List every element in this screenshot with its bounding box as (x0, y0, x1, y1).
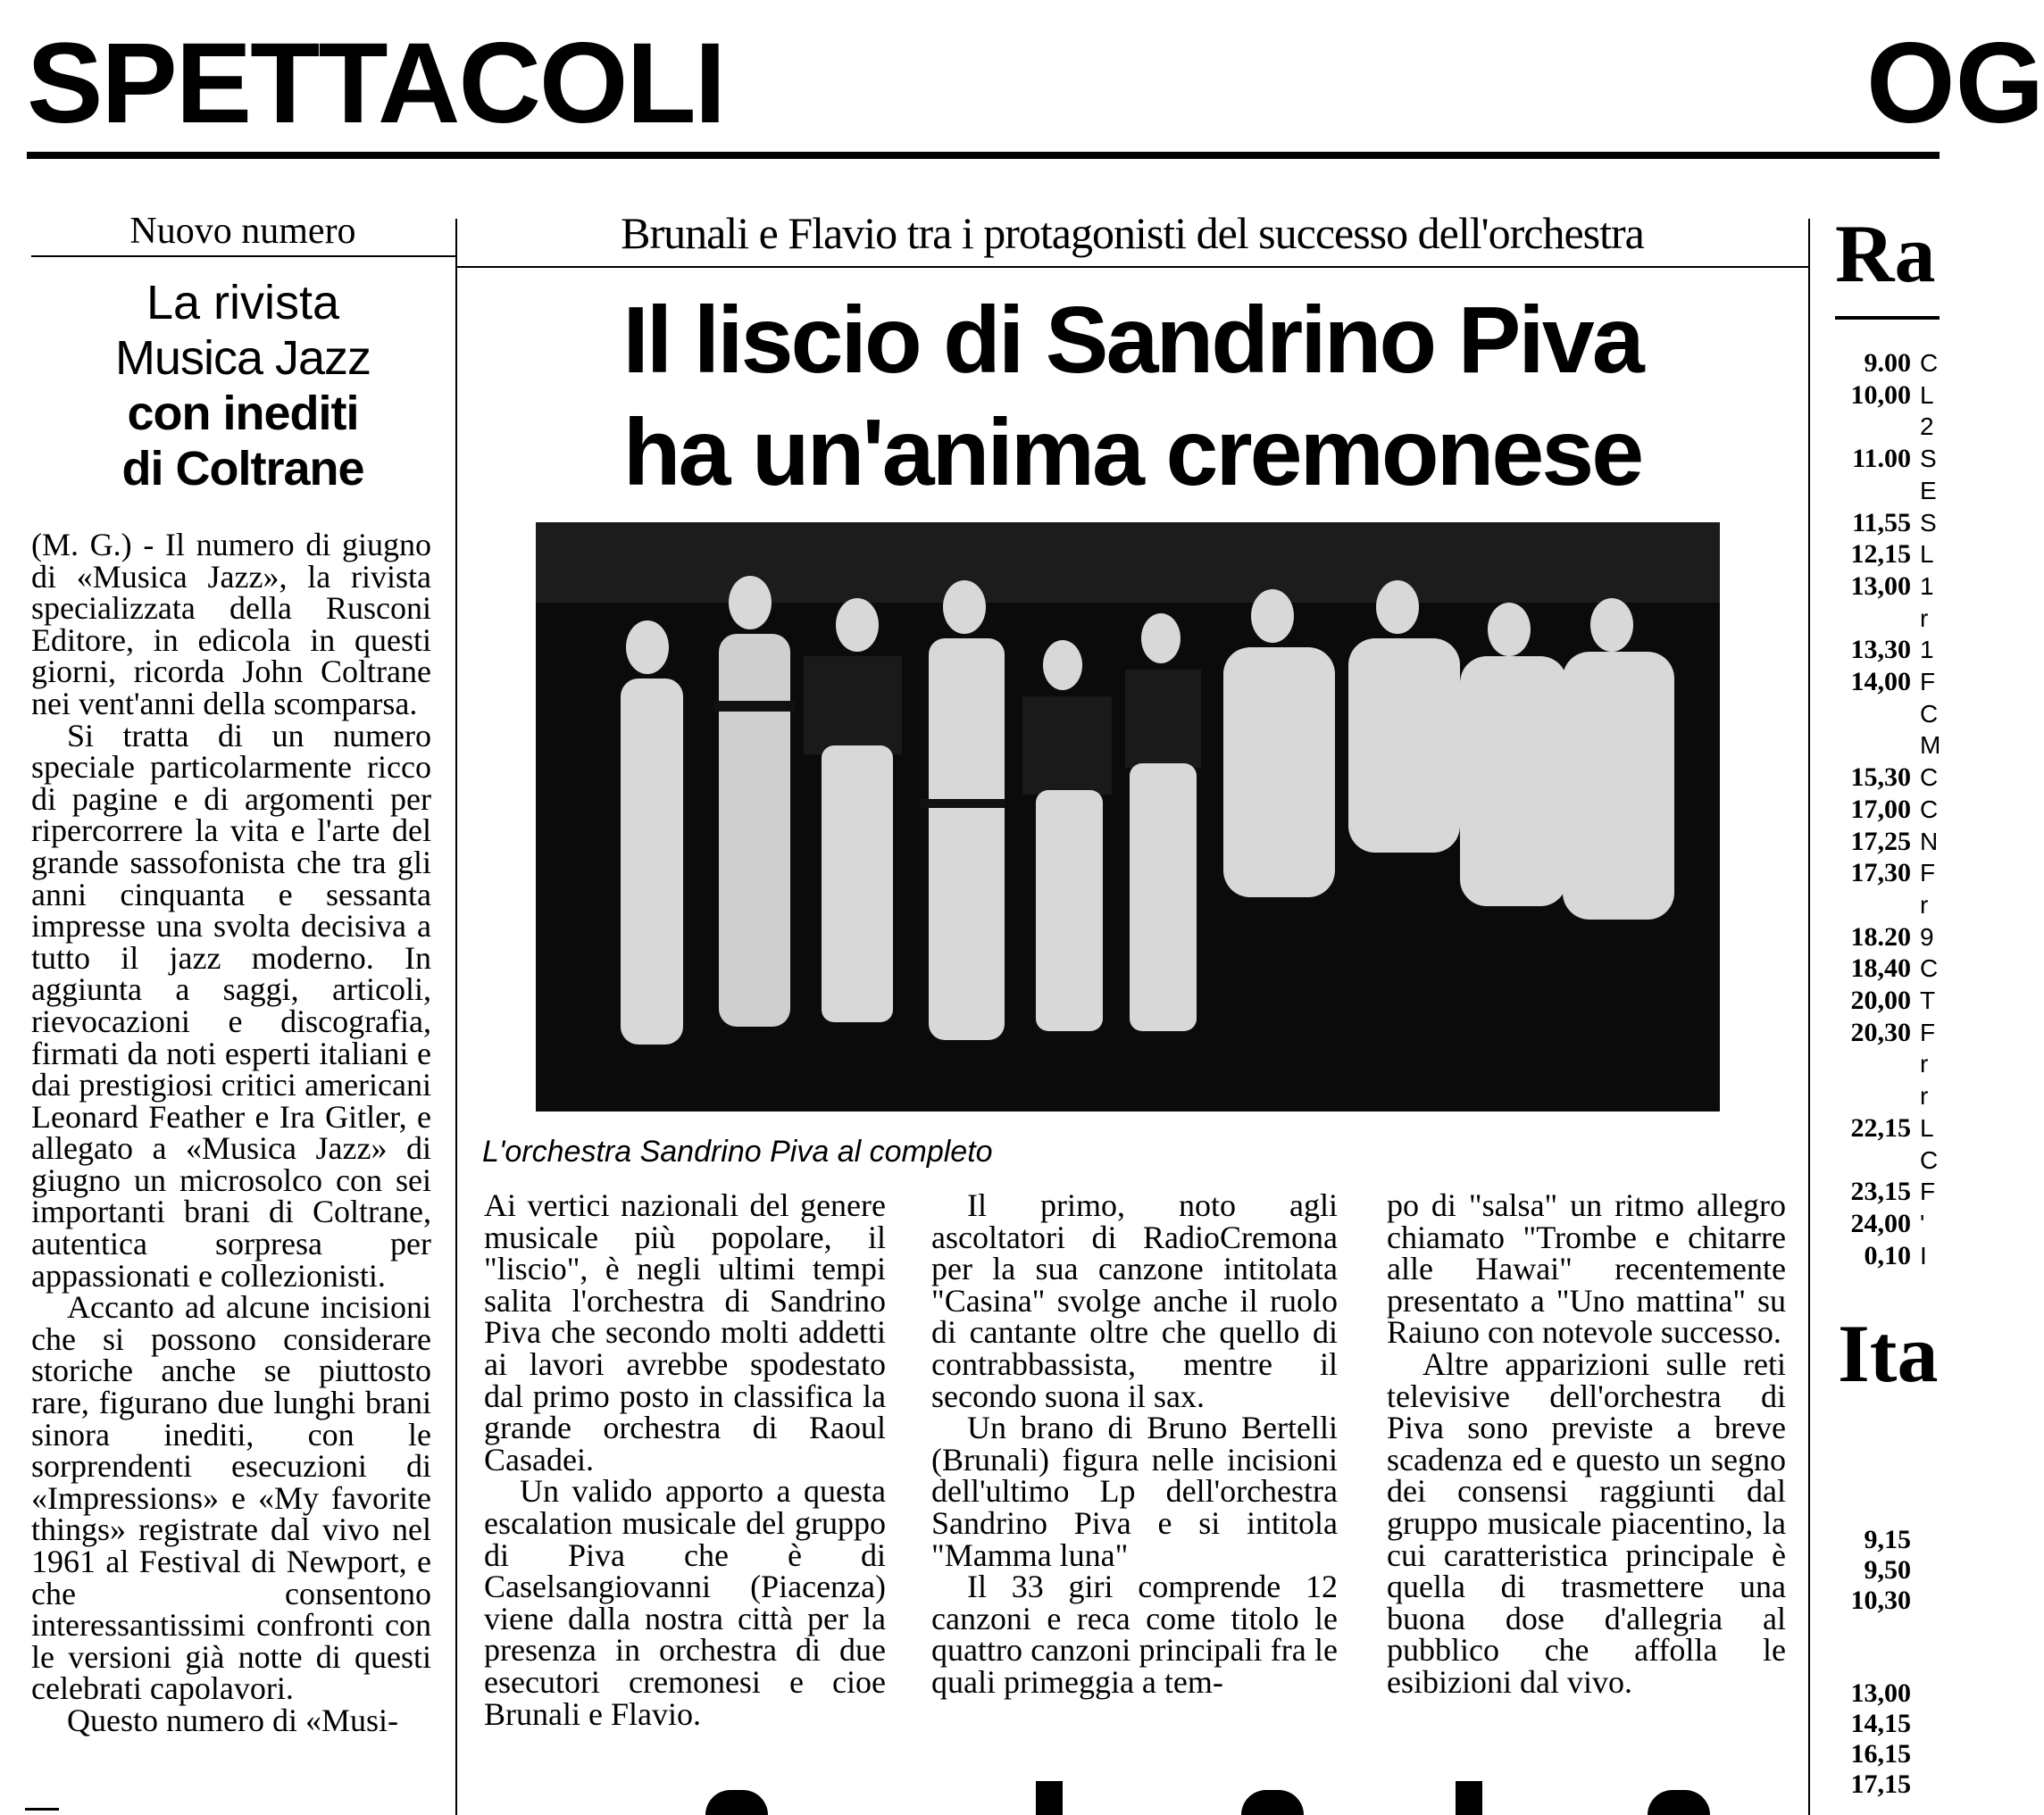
schedule-time: 12,15 (1850, 539, 1911, 570)
schedule-time: 9,50 (1864, 1555, 1911, 1585)
schedule-row (1822, 1112, 1934, 1143)
schedule-row (1822, 637, 1934, 663)
schedule-row (1822, 478, 1937, 504)
orchestra-photo (536, 522, 1720, 1111)
schedule-program: 1 (1920, 636, 1934, 664)
schedule-program: 1 (1920, 571, 1934, 600)
schedule-row (1822, 1017, 1936, 1047)
schedule-row (1822, 1587, 1920, 1614)
main-column-3: po di "salsa" un ritmo allegro chiamato "Trombe e chitarre alle Hawai" recentemente presentato a "Uno mattina" su Raiuno con notevole successo. Altre apparizioni sulle reti televisive dell'orchestra di Piva sono previste a breve scadenza ed e questo un segno dei consensi raggiunti dal gruppo musicale piacentino, la cui caratteristica principale è quella di trasmettere una buona dose d'allegria al pubblico che affolla le esibizioni dal vivo. (1387, 1187, 1786, 1700)
schedule-row (1822, 413, 1934, 440)
column-rule-right (1808, 219, 1810, 1815)
main-headline: Il liscio di Sandrino Piva ha un'anima cremonese (622, 287, 1642, 505)
schedule-program: F (1920, 1018, 1936, 1046)
left-cut-dash (25, 1808, 59, 1811)
schedule-row (1822, 1147, 1938, 1174)
schedule-time: 17,00 (1850, 794, 1911, 824)
schedule-program: C (1920, 795, 1939, 823)
schedule-program: F (1920, 1178, 1936, 1206)
schedule-program: L (1920, 540, 1934, 569)
schedule-time: 9.00 (1864, 348, 1911, 378)
schedule-time: 22,15 (1850, 1112, 1911, 1143)
schedule-channel-1-title: Ra (1835, 208, 1936, 299)
left-article-body: (M. G.) - Il numero di giugno di «Musica Jazz», la rivista specializzata della Rusconi Editore, in edicola in questi giorni, ricorda John Coltrane nei vent'anni della scomparsa. Si tratta di un numero speciale particolarmente ricco di pagine e di argomenti per ripercorrere la vita e l'arte del grande sassofonista che tra gli anni cinquanta e sessanta impresse una svolta decisiva a tutto il jazz moderno. In aggiunta a saggi, articoli, rievocazioni e discografia, firmati da noti esperti italiani e dai prestigiosi critici americani Leonard Feather e Ira Gitler, e allegato a «Musica Jazz» di giugno un microsolco con sei importanti brani di Coltrane, autentica sorpresa per appassionati e collezionisti. Accanto ad alcune incisioni che si possono considerare storiche anche se piuttosto rare, figurano due lunghi brani sinora inediti, con le sorprendenti esecuzioni di «Impressions» e «My favorite things» registrate dal vivo nel 1961 al Festival di Newport, e che consentono interessantissimi confronti con le versioni già notte di questi celebrati capolavori. Questo numero di «Musi- (31, 527, 431, 1738)
left-kicker: Nuovo numero (129, 211, 356, 252)
schedule-time: 14,15 (1850, 1709, 1911, 1738)
schedule-row (1822, 955, 1938, 982)
schedule-program: ' (1920, 1209, 1925, 1237)
left-kicker-rule (31, 255, 455, 257)
schedule-program: C (1920, 1145, 1939, 1174)
schedule-row (1822, 445, 1937, 472)
schedule-program: F (1920, 859, 1936, 887)
main-kicker-rule (457, 266, 1808, 268)
schedule-row (1822, 1208, 1925, 1238)
schedule-row (1822, 701, 1938, 728)
schedule-time: 17,15 (1850, 1769, 1911, 1799)
left-headline: La rivista Musica Jazz con inediti di Coltrane (114, 276, 371, 495)
schedule-row (1822, 828, 1938, 855)
schedule-time: 24,00 (1850, 1208, 1911, 1238)
schedule-time: 15,30 (1850, 762, 1911, 793)
main-column-1: Ai vertici nazionali del genere musicale più popolare, il "liscio", è negli ultimi tempi salita l'orchestra di Sandrino Piva che secondo molti addetti ai lavori avrebbe spodestato dal primo posto in classifica la grande orchestra di Raoul Casadei. Un valido apporto a questa escalation musicale del gruppo di Piva che è di Caselsangiovanni (Piacenza) viene dalla nostra città per la presenza in orchestra di due esecutori cremonesi e cioe Brunali e Flavio. (484, 1187, 886, 1732)
schedule-program: S (1920, 445, 1937, 473)
schedule-program: E (1920, 476, 1937, 504)
schedule-program: r (1920, 1050, 1929, 1078)
schedule-time: 13,00 (1850, 1678, 1911, 1708)
schedule-row (1822, 1711, 1920, 1737)
schedule-time: 16,15 (1850, 1739, 1911, 1769)
schedule-time: 23,15 (1850, 1177, 1911, 1207)
schedule-row (1822, 379, 1934, 410)
schedule-time: 13,00 (1850, 570, 1911, 601)
schedule-row (1822, 1083, 1928, 1110)
schedule-program: N (1920, 827, 1939, 855)
schedule-program: C (1920, 349, 1939, 377)
schedule-program: I (1920, 1241, 1927, 1270)
schedule-row (1822, 921, 1934, 952)
schedule-row (1822, 1741, 1920, 1768)
schedule-row (1822, 507, 1937, 537)
schedule-program: M (1920, 731, 1941, 760)
schedule-channel-2-title: Ita (1838, 1308, 1939, 1399)
schedule-time: 20,30 (1850, 1017, 1911, 1047)
schedule-row (1822, 350, 1938, 377)
top-rule (27, 152, 1940, 159)
schedule-time: 10,30 (1850, 1586, 1911, 1615)
schedule-program: L (1920, 1113, 1934, 1142)
next-headline-fragment (1456, 1781, 1482, 1815)
schedule-row (1822, 570, 1934, 601)
schedule-time: 11,55 (1852, 507, 1911, 537)
schedule-row (1822, 1557, 1920, 1584)
schedule-time: 17,30 (1850, 858, 1911, 888)
schedule-program: C (1920, 763, 1939, 792)
schedule-row (1822, 605, 1928, 632)
main-kicker: Brunali e Flavio tra i protagonisti del successo dell'orchestra (621, 208, 1644, 258)
schedule-rule (1835, 316, 1940, 320)
schedule-time: 20,00 (1850, 986, 1911, 1015)
main-column-2: Il primo, noto agli ascoltatori di RadioCremona per la sua canzone intitolata "Casina" svolge anche il ruolo di cantante oltre che quello di contrabbassista, mentre il secondo suona il sax. Un brano di Bruno Bertelli (Brunali) figura nelle incisioni dell'ultimo Lp dell'orchestra Sandrino Piva e si intitola "Mamma luna" Il 33 giri comprende 12 canzoni e reca come titolo le quattro canzoni principali fra le quali primeggia a tem- (931, 1187, 1338, 1700)
schedule-row (1822, 1178, 1935, 1205)
schedule-row (1822, 669, 1935, 695)
section-title-cut: OG (1866, 20, 2044, 147)
schedule-row (1822, 987, 1935, 1014)
section-title: SPETTACOLI (27, 20, 725, 147)
schedule-time: 14,00 (1850, 667, 1911, 696)
schedule-program: T (1920, 987, 1936, 1014)
schedule-row (1822, 892, 1928, 919)
schedule-time: 18.20 (1850, 921, 1911, 952)
schedule-program: C (1920, 699, 1939, 728)
schedule-row (1822, 796, 1938, 823)
schedule-time: 18,40 (1850, 953, 1911, 984)
next-headline-fragment (1648, 1790, 1710, 1815)
schedule-row (1822, 1680, 1920, 1707)
schedule-program: r (1920, 604, 1929, 632)
schedule-program: L (1920, 380, 1934, 409)
schedule-program: C (1920, 954, 1939, 983)
schedule-program: 2 (1920, 412, 1934, 441)
photo-caption: L'orchestra Sandrino Piva al completo (482, 1135, 993, 1169)
schedule-row (1822, 1240, 1927, 1270)
next-headline-fragment (705, 1790, 768, 1815)
schedule-row (1822, 732, 1940, 759)
next-headline-fragment (1036, 1781, 1063, 1815)
schedule-row (1822, 1771, 1920, 1798)
schedule-program: 9 (1920, 922, 1934, 951)
schedule-time: 10,00 (1850, 379, 1911, 410)
schedule-row (1822, 541, 1934, 568)
schedule-time: 13,30 (1850, 635, 1911, 665)
schedule-row (1822, 860, 1935, 887)
schedule-row (1822, 764, 1938, 791)
schedule-time: 9,15 (1864, 1525, 1911, 1554)
schedule-row (1822, 1051, 1928, 1078)
schedule-program: r (1920, 1082, 1929, 1111)
schedule-program: r (1920, 890, 1929, 919)
schedule-row (1822, 1527, 1920, 1553)
schedule-time: 0,10 (1864, 1240, 1911, 1270)
schedule-program: S (1920, 508, 1937, 537)
schedule-program: F (1920, 668, 1936, 695)
schedule-time: 11.00 (1852, 444, 1911, 474)
next-headline-fragment (1241, 1790, 1304, 1815)
schedule-time: 17,25 (1850, 826, 1911, 856)
